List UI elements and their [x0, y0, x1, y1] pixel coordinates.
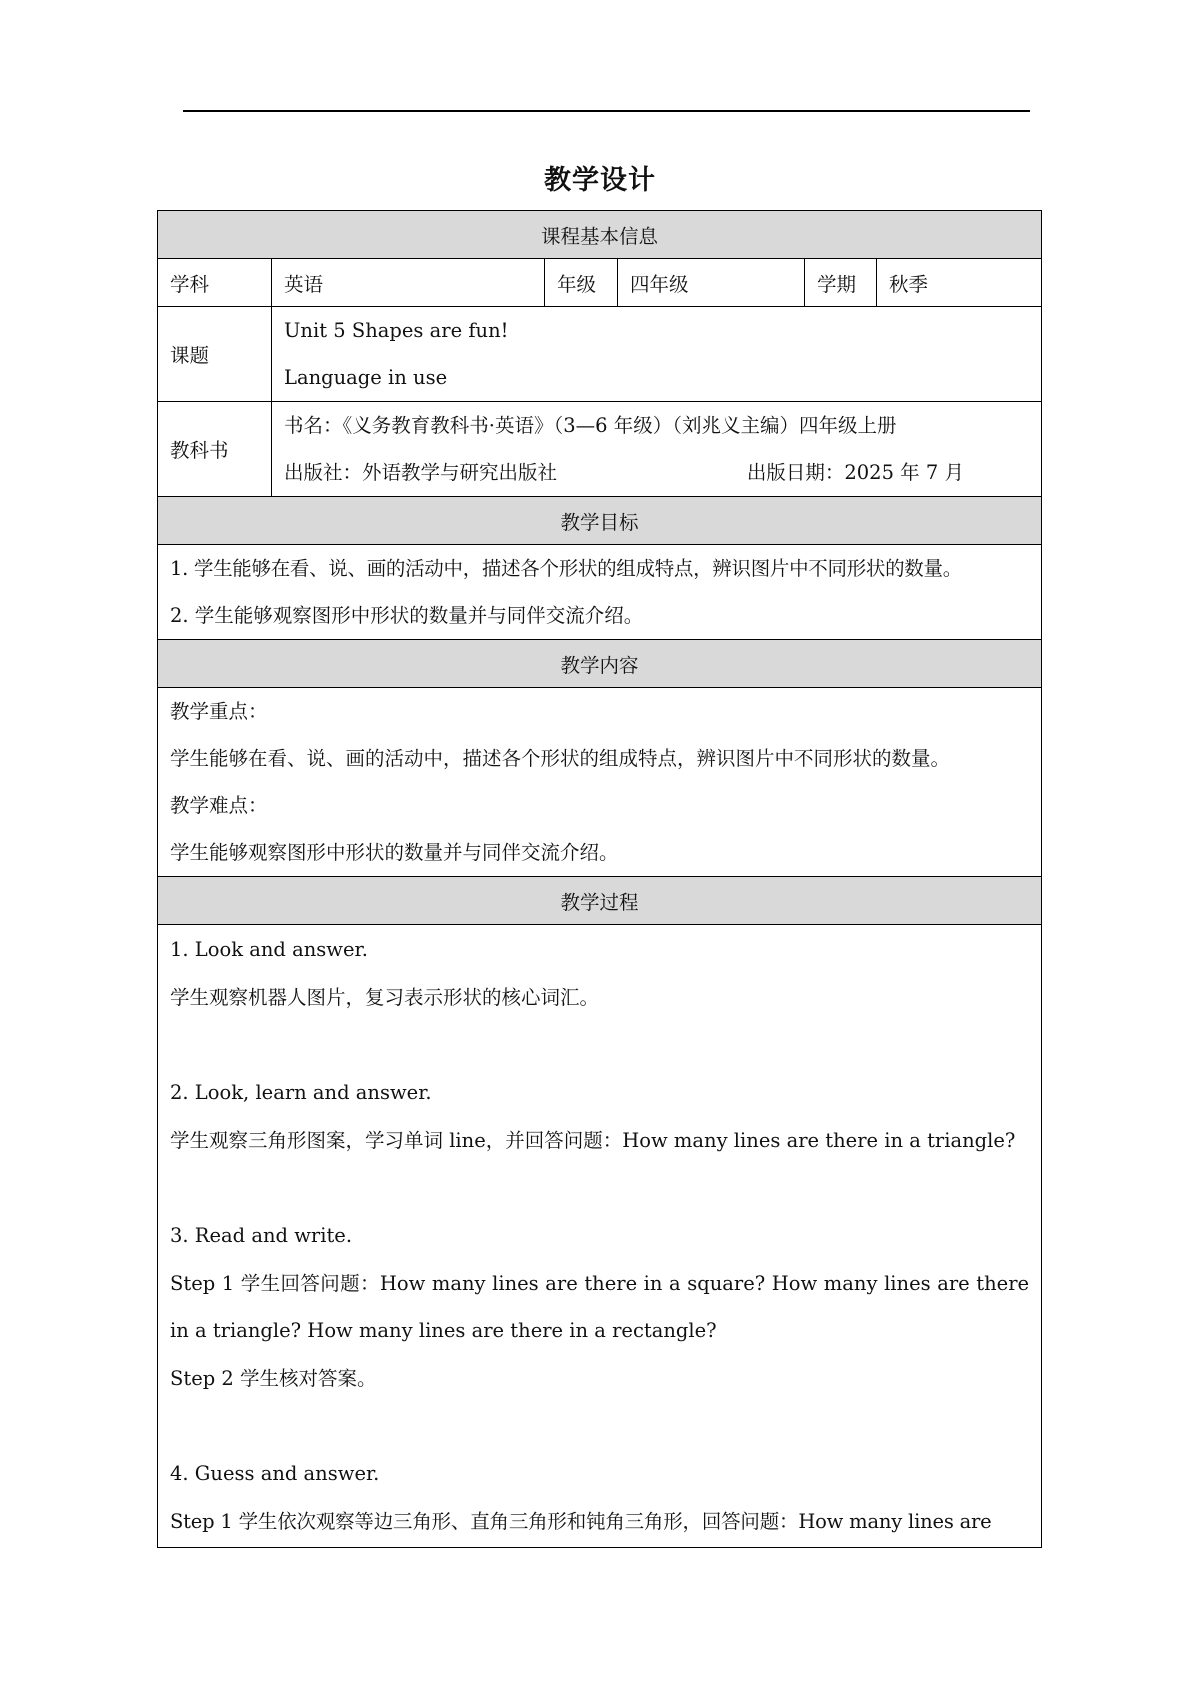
basic-info-header-row — [158, 211, 1042, 259]
objectives-header-row — [158, 497, 1042, 545]
objectives-section-title: 教学目标 — [158, 497, 1042, 545]
term-value: 秋季 — [877, 259, 1042, 307]
objectives-row — [158, 545, 1042, 640]
content-row — [158, 688, 1042, 877]
basic-info-section-title: 课程基本信息 — [158, 211, 1042, 259]
step-3-title: 3. Read and write. — [170, 1224, 353, 1247]
topic-line-1: Unit 5 Shapes are fun! — [284, 319, 509, 342]
key-points-text: 学生能够在看、说、画的活动中，描述各个形状的组成特点，辨识图片中不同形状的数量。 — [170, 747, 951, 770]
grade-label: 年级 — [545, 259, 618, 307]
blank-line — [170, 1402, 1029, 1450]
difficulty-label: 教学难点： — [170, 794, 268, 817]
textbook-label: 教科书 — [158, 402, 272, 497]
process-body — [158, 925, 1042, 1548]
blank-line — [170, 1164, 1029, 1212]
topic-label: 课题 — [158, 307, 272, 402]
topic-value — [272, 307, 1042, 402]
topic-line-2: Language in use — [284, 366, 448, 389]
step-4-title: 4. Guess and answer. — [170, 1462, 380, 1485]
lesson-plan-table — [157, 210, 1042, 1548]
objective-item: 1. 学生能够在看、说、画的活动中，描述各个形状的组成特点，辨识图片中不同形状的数量。 — [170, 557, 962, 580]
subject-value: 英语 — [272, 259, 545, 307]
content-body — [158, 688, 1042, 877]
topic-row — [158, 307, 1042, 402]
key-points-label: 教学重点： — [170, 700, 268, 723]
step-4-substep-1: Step 1 学生依次观察等边三角形、直角三角形和钝角三角形，回答问题：How many lines are — [170, 1509, 992, 1533]
textbook-name: 书名：《义务教育教科书·英语》（3—6 年级）（刘兆义主编）四年级上册 — [284, 414, 897, 437]
step-2-text: 学生观察三角形图案，学习单词 line，并回答问题：How many lines are there in a triangle? — [170, 1128, 1016, 1152]
step-3-substep-1: Step 1 学生回答问题：How many lines are there in a square? How many lines are there in a triangle? How many lines are there in a rectangle? — [170, 1271, 1030, 1342]
content-section-title: 教学内容 — [158, 640, 1042, 688]
step-2-title: 2. Look, learn and answer. — [170, 1081, 432, 1104]
step-3-substep-2: Step 2 学生核对答案。 — [170, 1366, 377, 1390]
publisher-info — [284, 449, 964, 496]
process-section-title: 教学过程 — [158, 877, 1042, 925]
subject-grade-term-row — [158, 259, 1042, 307]
term-label: 学期 — [805, 259, 877, 307]
publisher: 出版社：外语教学与研究出版社 — [284, 461, 558, 484]
blank-line — [170, 1021, 1029, 1069]
process-row — [158, 925, 1042, 1548]
process-header-row — [158, 877, 1042, 925]
textbook-value — [272, 402, 1042, 497]
content-header-row — [158, 640, 1042, 688]
document-title: 教学设计 — [544, 165, 656, 196]
header-rule — [183, 110, 1030, 112]
difficulty-text: 学生能够观察图形中形状的数量并与同伴交流介绍。 — [170, 841, 619, 864]
objectives-list — [158, 545, 1042, 640]
objective-item: 2. 学生能够观察图形中形状的数量并与同伴交流介绍。 — [170, 604, 644, 627]
subject-label: 学科 — [158, 259, 272, 307]
step-1-text: 学生观察机器人图片，复习表示形状的核心词汇。 — [170, 985, 600, 1009]
step-1-title: 1. Look and answer. — [170, 938, 368, 961]
publish-date: 出版日期：2025 年 7 月 — [746, 461, 964, 484]
grade-value: 四年级 — [618, 259, 805, 307]
textbook-row — [158, 402, 1042, 497]
